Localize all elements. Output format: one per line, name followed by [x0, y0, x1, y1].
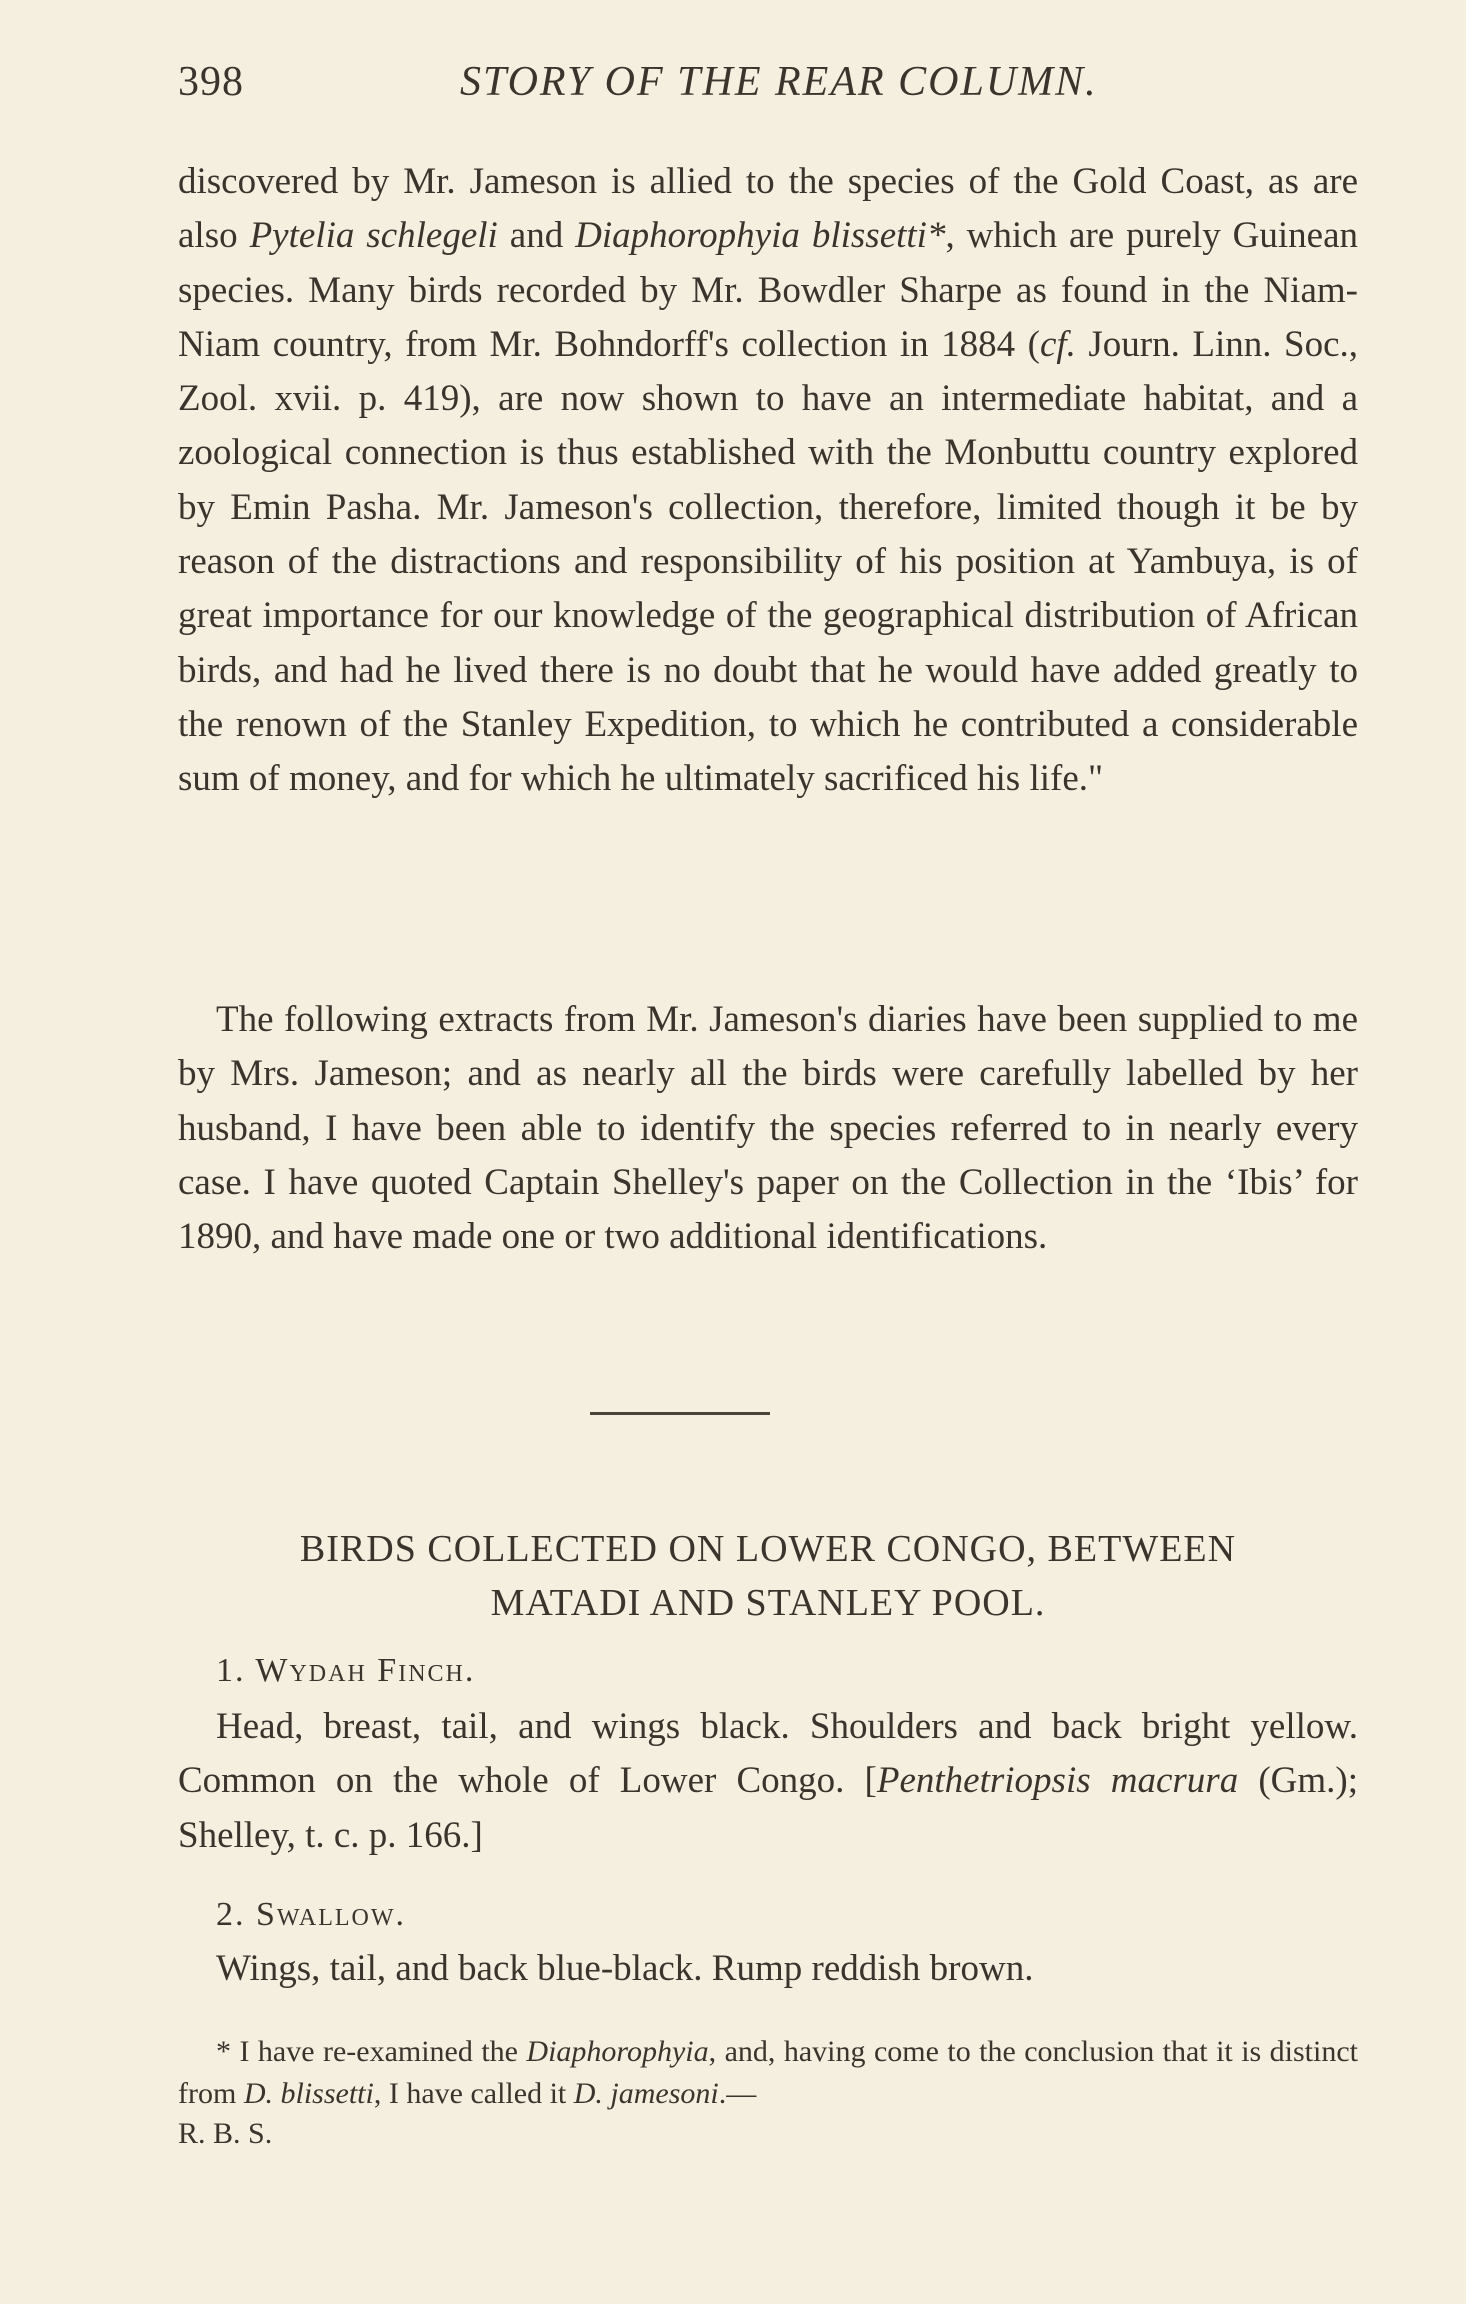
species-name: Penthetriopsis macrura — [876, 1760, 1239, 1802]
footnote-signature: R. B. S. — [178, 2117, 273, 2150]
section-divider — [590, 1412, 770, 1415]
entry-heading: 1. Wydah Finch. — [216, 1652, 476, 1689]
paragraph-2: The following extracts from Mr. Jameson's diaries have been supplied to me by Mrs. Jameson; and as nearly all the birds were carefully labelled by her husband, I have been able to identify the species referred to in nearly every case. I have quoted Captain Shelley's paper on the Collection in the ‘Ibis’ for 1890, and have made one or two additional identifications. — [178, 999, 1358, 1258]
section-title-line-2: MATADI AND STANLEY POOL. — [490, 1582, 1046, 1624]
page-header — [178, 58, 1358, 118]
citation-abbrev: cf. — [1039, 323, 1076, 365]
section-title — [178, 1522, 1358, 1630]
entry-description: Head, breast, tail, and wings black. Shoulders and back bright yellow. Common on the whole of Lower Congo. [Penthetriopsis macrura (Gm.); Shelley, t. c. p. 166.] — [178, 1706, 1358, 1856]
entry-description: Wings, tail, and back blue-black. Rump reddish brown. — [216, 1948, 1034, 1989]
paragraph-1: discovered by Mr. Jameson is allied to the species of the Gold Coast, as are also Pytelia schlegeli and Diaphorophyia blissetti*, which are purely Guinean species. Many birds recorded by Mr. Bowdler Sharpe as found in the Niam-Niam country, from Mr. Bohndorff's collection in 1884 (cf. Journ. Linn. Soc., Zool. xvii. p. 419), are now shown to have an intermediate habitat, and a zoological connection is thus established with the Monbuttu country explored by Emin Pasha. Mr. Jameson's collection, therefore, limited though it be by reason of the distractions and responsibility of his position at Yambuya, is of great importance for our knowledge of the geographical distribution of African birds, and had he lived there is no doubt that he would have added greatly to the renown of the Stanley Expedition, to which he contributed a considerable sum of money, and for which he ultimately sacrificed his life." — [178, 161, 1359, 800]
running-head: STORY OF THE REAR COLUMN. — [460, 59, 1098, 105]
entry-heading: 2. Swallow. — [216, 1896, 407, 1933]
page-number: 398 — [178, 59, 244, 105]
footnote: * I have re-examined the Diaphorophyia, and, having come to the conclusion that it is distinct from D. blissetti, I have called it D. jamesoni.— — [178, 2035, 1358, 2110]
species-name: Diaphorophyia blissetti* — [575, 215, 946, 257]
section-title-line-1: BIRDS COLLECTED ON LOWER CONGO, BETWEEN — [299, 1528, 1237, 1570]
species-name: Pytelia schlegeli — [249, 215, 498, 257]
